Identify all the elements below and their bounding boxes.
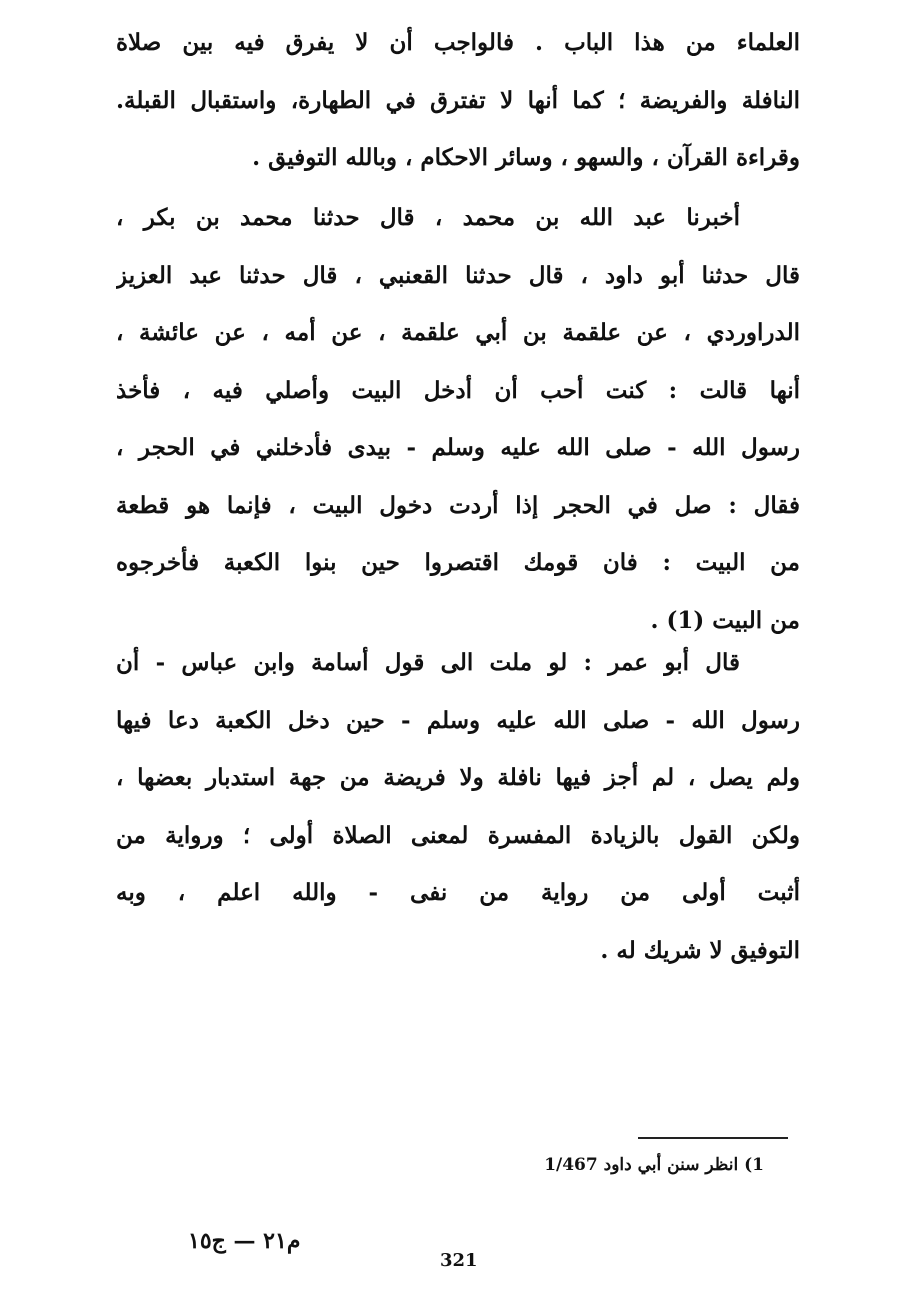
paragraph-3 (116, 634, 800, 979)
footnote: 1) انظر سنن أبي داود 1/467 (544, 1155, 764, 1175)
footnote-divider (638, 1137, 788, 1139)
text-line: رسول الله - صلى الله عليه وسلم - بيدى فأدخلني في الحجر ، (116, 434, 800, 461)
text-line: ولم يصل ، لم أجز فيها نافلة ولا فريضة من جهة استدبار بعضها ، (116, 764, 800, 791)
text-line: أنها قالت : كنت أحب أن أدخل البيت وأصلي فيه ، فأخذ (116, 376, 800, 404)
text-line: من البيت : فان قومك اقتصروا حين بنوا الكعبة فأخرجوه (116, 549, 800, 576)
paragraph-2 (116, 189, 800, 649)
text-line: أثبت أولى من رواية من نفى - والله اعلم ، وبه (116, 879, 800, 906)
text-line: العلماء من هذا الباب . فالواجب أن لا يفرق فيه بين صلاة (116, 29, 800, 56)
text-line: التوفيق لا شريك له . (600, 936, 800, 964)
text-line: قال حدثنا أبو داود ، قال حدثنا القعنبي ، قال حدثنا عبد العزيز (116, 261, 800, 289)
text-line: النافلة والفريضة ؛ كما أنها لا تفترق في الطهارة، واستقبال القبلة. (116, 86, 800, 114)
text-line: أخبرنا عبد الله بن محمد ، قال حدثنا محمد بن بكر ، (116, 204, 740, 231)
text-line: قال أبو عمر : لو ملت الى قول أسامة وابن عباس - أن (116, 649, 740, 676)
signature-mark: م٢١ — ج١٥ (188, 1228, 301, 1254)
text-line: فقال : صل في الحجر إذا أردت دخول البيت ، فإنما هو قطعة (116, 491, 800, 519)
text-line: الدراوردي ، عن علقمة بن أبي علقمة ، عن أمه ، عن عائشة ، (116, 319, 800, 346)
text-line: وقراءة القرآن ، والسهو ، وسائر الاحكام ، وبالله التوفيق . (252, 144, 800, 171)
paragraph-1 (116, 14, 800, 187)
text-line: رسول الله - صلى الله عليه وسلم - حين دخل الكعبة دعا فيها (116, 706, 800, 734)
text-line: ولكن القول بالزيادة المفسرة لمعنى الصلاة أولى ؛ ورواية من (116, 821, 800, 849)
page-number: 321 (440, 1250, 478, 1271)
text-line: من البيت (1) . (650, 606, 800, 634)
